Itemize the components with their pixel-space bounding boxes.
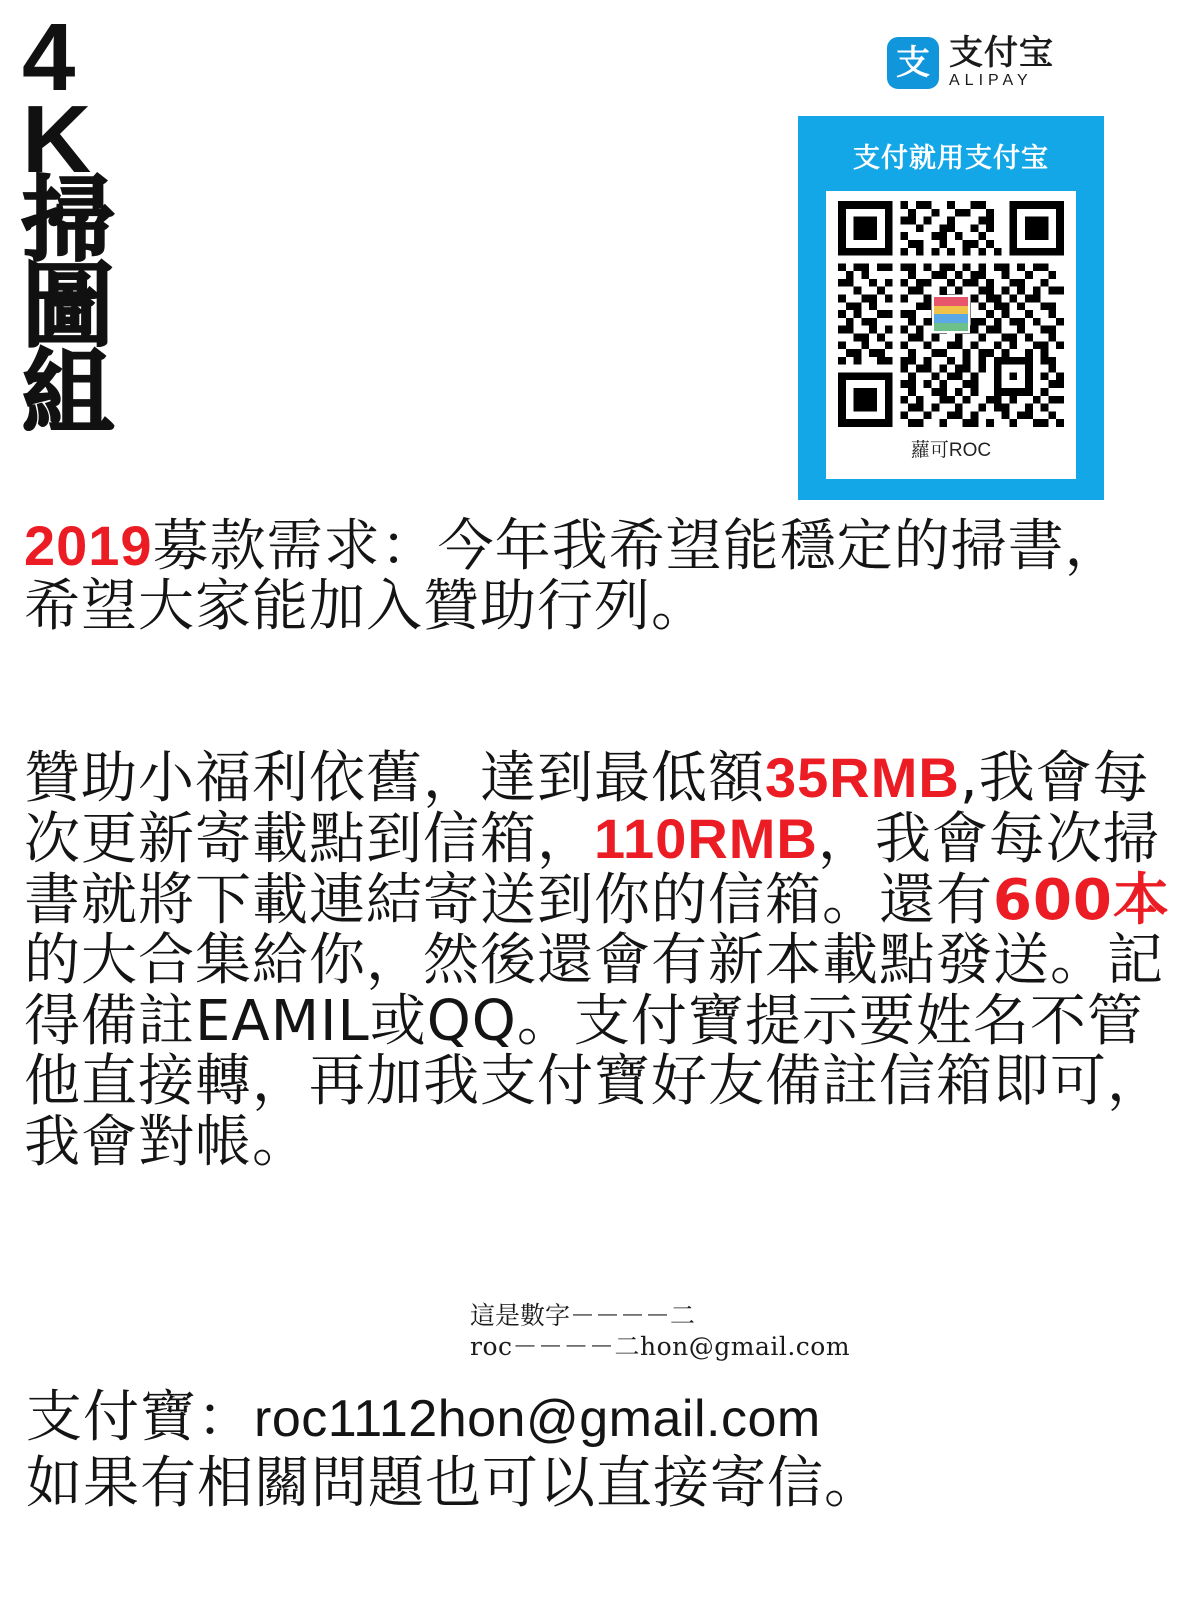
- title-char-3: 掃: [22, 169, 115, 272]
- reward-text-2: ,我會每次更新寄載點到信箱，: [24, 746, 1150, 873]
- contact-footer: [26, 1385, 1176, 1517]
- alipay-name-cn: 支付宝: [949, 34, 1054, 72]
- reward-text-1: 贊助小福利依舊，達到最低額: [24, 746, 765, 811]
- qr-center-logo-icon: [932, 295, 970, 333]
- qr-card-heading: 支付就用支付宝: [853, 143, 1049, 173]
- annotation-line-2: roc－－－－二hon@gmail.com: [470, 1332, 851, 1362]
- alipay-logo: [887, 36, 1054, 89]
- email-annotation: [470, 1300, 890, 1363]
- qr-code-image[interactable]: [838, 201, 1064, 427]
- alipay-mark-icon: 支: [887, 37, 939, 89]
- reward-text-3: ，我會每次掃書就將下載連結寄送到你的信箱。還有: [24, 807, 1160, 933]
- reward-text-4: 的大合集給你，然後還會有新本載點發送。記得備註EAMIL或QQ。支付寶提示要姓名不管他直接轉，再加我支付寶好友備註信箱即可，我會對帳。: [24, 928, 1164, 1175]
- page-title: [22, 4, 142, 445]
- reward-collection-count: 600本: [993, 867, 1170, 933]
- reward-tier-1-amount: 35RMB: [765, 746, 960, 809]
- title-char-4: 圖: [22, 256, 115, 359]
- qr-account-name: 蘿可ROC: [910, 440, 992, 461]
- reward-details-paragraph: [24, 748, 1174, 1173]
- alipay-contact-email[interactable]: roc1112hon@gmail.com: [254, 1390, 821, 1448]
- alipay-contact-line: [26, 1385, 1176, 1451]
- alipay-wordmark: [949, 36, 1054, 89]
- title-char-2: K: [22, 86, 92, 194]
- annotation-line-1: 這是數字－－－－二: [470, 1301, 696, 1330]
- alipay-contact-label: 支付寶：: [26, 1385, 254, 1450]
- contact-note: 如果有相關問題也可以直接寄信。: [26, 1451, 881, 1517]
- title-char-5: 組: [22, 342, 115, 445]
- reward-tier-2-amount: 110RMB: [594, 807, 818, 871]
- funding-intro-paragraph: [24, 516, 1152, 638]
- alipay-qr-card: [798, 116, 1104, 500]
- alipay-name-en: ALIPAY: [949, 72, 1033, 89]
- funding-year: 2019: [24, 514, 153, 577]
- title-char-1: 4: [22, 4, 76, 111]
- qr-card-inner: [826, 191, 1076, 479]
- funding-intro-text: 募款需求：今年我希望能穩定的掃書，希望大家能加入贊助行列。: [24, 514, 1122, 640]
